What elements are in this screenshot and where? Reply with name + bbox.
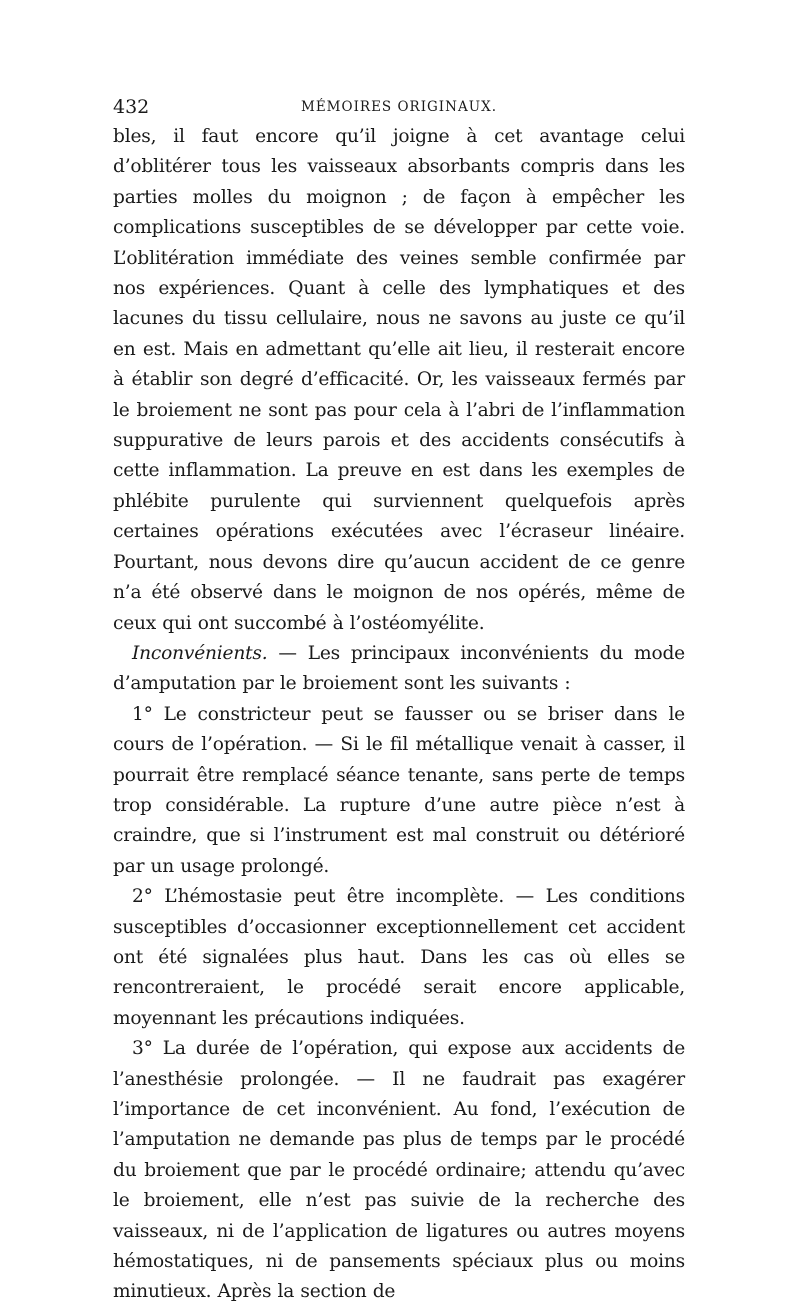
paragraph-item-1: 1° Le constricteur peut se fausser ou se briser dans le cours de l’opération. — Si le fil métallique venait à casser, il pourrait être remplacé séance tenante, sans perte de temps trop considérable. La rupture d’une autre pièce n’est à craindre, que si l’instrument est mal construit ou détérioré par un usage prolongé. <box>113 703 685 877</box>
paragraph-item-2: 2° L’hémostasie peut être incomplète. — Les conditions susceptibles d’occasionner exceptionnellement cet accident ont été signalées plus haut. Dans les cas où elles se rencontreraient, le procédé serait encore applicable, moyennant les précautions indiquées. <box>113 886 685 1029</box>
paragraph-continuation: bles, il faut encore qu’il joigne à cet avantage celui d’oblitérer tous les vaisseaux absorbants compris dans les parties molles du moignon ; de façon à empêcher les complications susceptibles de se développer par cette voie. L’oblitération immédiate des veines semble confirmée par nos expériences. Quant à celle des lymphatiques et des lacunes du tissu cellulaire, nous ne savons au juste ce qu’il en est. Mais en admettant qu’elle ait lieu, il resterait encore à établir son degré d’efficacité. Or, les vaisseaux fermés par le broiement ne sont pas pour cela à l’abri de l’inflammation suppurative de leurs parois et des accidents consécutifs à cette inflammation. La preuve en est dans les exemples de phlébite purulente qui surviennent quelquefois après certaines opérations exécutées avec l’écraseur linéaire. Pourtant, nous devons dire qu’aucun accident de ce genre n’a été observé dans le moignon de nos opérés, même de ceux qui ont succombé à l’ostéomyélite. <box>113 126 685 634</box>
paragraph-inconvenients <box>113 639 685 700</box>
running-title: MÉMOIRES ORIGINAUX. <box>301 99 497 115</box>
running-head <box>113 96 685 122</box>
page-number: 432 <box>113 96 150 118</box>
paragraph-text: — Les principaux inconvénients du mode d’amputation par le broiement sont les suivants : <box>113 642 685 695</box>
page <box>113 96 685 1308</box>
section-lead: Inconvénients. <box>132 642 268 664</box>
body-text <box>113 122 685 1308</box>
paragraph-item-3: 3° La durée de l’opération, qui expose aux accidents de l’anesthésie prolongée. — Il ne faudrait pas exagérer l’importance de cet inconvénient. Au fond, l’exécution de l’amputation ne demande pas plus de temps par le procédé du broiement que par le procédé ordinaire; attendu qu’avec le broiement, elle n’est pas suivie de la recherche des vaisseaux, ni de l’application de ligatures ou autres moyens hémostatiques, ni de pansements spéciaux plus ou moins minutieux. Après la section de <box>113 1038 685 1303</box>
